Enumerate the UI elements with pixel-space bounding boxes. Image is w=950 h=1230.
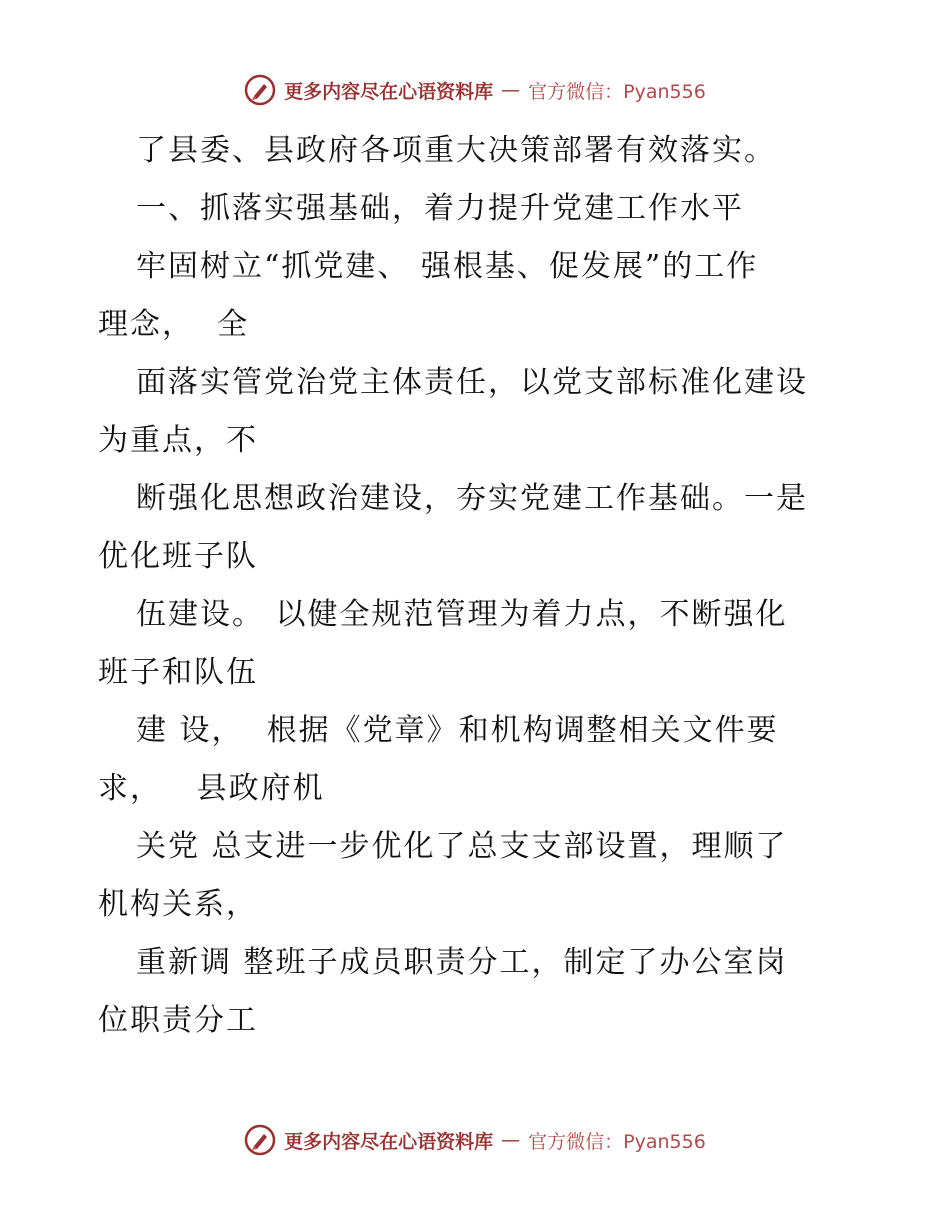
header-watermark [0, 70, 950, 110]
paragraph-line: 牢固树立“抓党建、 强根基、促发展”的工作 [136, 249, 759, 284]
paragraph-line: 伍建设。 以健全规范管理为着力点，不断强化 [136, 597, 788, 632]
footer-watermark [0, 1120, 950, 1160]
watermark-separator: — [501, 1129, 521, 1151]
paragraph-line: 班子和队伍 [98, 655, 258, 690]
watermark-main-text: 更多内容尽在心语资料库 [284, 1130, 494, 1153]
paragraph-line: 关党 总支进一步优化了总支支部设置，理顺了 [136, 829, 788, 864]
paragraph-line: 优化班子队 [98, 539, 258, 574]
watermark-main-text: 更多内容尽在心语资料库 [284, 80, 494, 103]
paragraph-line: 断强化思想政治建设，夯实党建工作基础。一是 [136, 481, 808, 516]
watermark-separator: — [501, 79, 521, 101]
watermark-wechat-text: 官方微信：Pyan556 [528, 80, 706, 103]
paragraph-line: 面落实管党治党主体责任，以党支部标准化建设 [136, 365, 808, 400]
pen-logo-icon [244, 74, 276, 106]
paragraph-line: 建 设， 根据《党章》和机构调整相关文件要 [136, 713, 779, 748]
paragraph-line: 位职责分工 [98, 1003, 258, 1038]
paragraph-line: 为重点，不 [98, 423, 258, 458]
paragraph-line: 理念， 全 [98, 307, 250, 342]
paragraph-line: 求， 县政府机 [98, 771, 325, 806]
paragraph-line: 机构关系， [98, 887, 258, 922]
document-body [98, 122, 868, 1050]
paragraph-line: 重新调 整班子成员职责分工，制定了办公室岗 [136, 945, 788, 980]
watermark-wechat-text: 官方微信：Pyan556 [528, 1130, 706, 1153]
paragraph-line: 了县委、县政府各项重大决策部署有效落实。 [136, 133, 776, 168]
paragraph-line: 一、抓落实强基础，着力提升党建工作水平 [136, 191, 744, 226]
pen-logo-icon [244, 1124, 276, 1156]
